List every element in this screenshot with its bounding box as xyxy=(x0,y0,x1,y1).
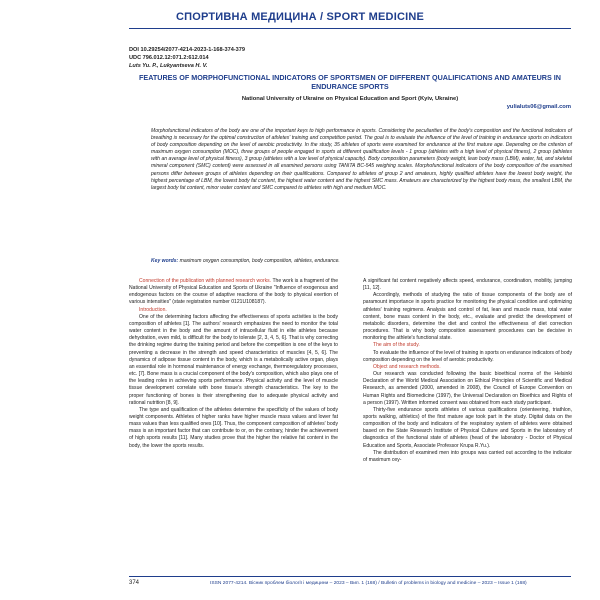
aim-heading: The aim of the study. xyxy=(373,342,420,349)
intro-paragraph-1: One of the determining factors affecting the effectiveness of sports activities is the body composition of athletes [1]. The authors' research emphasizes the need to monitor the total water content in the body and the amount of intracellular fluid in elite athletes because dehydration, even mild, is difficult for the body to tolerate [2, 3, 4, 5, 6]. That is why correcting the drinking regime during the training period and before the competition is one of the keys to preventing a decrease in the strength and speed characteristics of muscles [4, 5, 6]. The dynamics of adipose tissue content in the body, which is a metabolically active organ, plays an essential role in hormonal maintenance of energy exchange, thermoregulatory processes, etc. [7]. Bone mass is a crucial component of the body's composition, which also plays one of the leading roles in achieving sports performance. Physical activity and the level of muscle tissue development correlate with bone tissue's strength characteristics. The key to the proper functioning of bones is their strengthening due to adequate physical activity and rational nutrition [8, 9]. xyxy=(129,313,338,406)
article-title: FEATURES OF MORPHOFUNCTIONAL INDICATORS OF SPORTSMEN OF DIFFERENT QUALIFICATIONS AND AMATEURS IN ENDURANCE SPORTS xyxy=(139,73,561,91)
footer-divider xyxy=(129,576,571,577)
journal-section-header: СПОРТИВНА МЕДИЦИНА / SPORT MEDICINE xyxy=(175,11,425,23)
right-paragraph-1: A significant fat content negatively affects speed, endurance, coordination, mobility, jumping [11, 12]. xyxy=(363,278,572,292)
affiliation: National University of Ukraine on Physical Education and Sport (Kyiv, Ukraine) xyxy=(241,96,459,102)
methods-heading: Object and research methods. xyxy=(373,363,441,370)
right-paragraph-2: Accordingly, methods of studying the ratio of tissue components of the body are of paramount importance in sports practice for monitoring the physical condition and optimizing athletes' training regimens. Analysis and control of fat, lean and muscle mass, total water content, bone mass content in the body, etc., evaluate and predict the development of metabolic disorders, determine the diet and control the effectiveness of diet correction procedures. That is why body composition assessment procedures can be decisive in monitoring the athlete's functional state. xyxy=(363,292,572,342)
connection-paragraph xyxy=(129,278,338,307)
keywords-text: maximum oxygen consumption, body composition, athletes, endurance. xyxy=(178,258,340,264)
abstract: Morphofunctional indicators of the body are one of the important keys to high performance in sports. Considering the peculiarities of the body's composition and the functional indicators of breathing is necessary for the optimal construction of athletes' training and competition period. The goal is to evaluate the influence of the level of training in endurance sports on indicators of body composition depending on the level of aerobic productivity. In the study, 35 athletes of sports were examined for endurance at the first mature age. Depending on the criterion of maximum oxygen consumption (MOC), three groups of people engaged in sports at different qualification levels - 1 group (athletes with a high level of physical fitness), 2 group (athletes with an average level of physical fitness), 3 group (athletes with a low level of physical capacity). Body composition parameters (body weight, lean body mass (LBM), water, fat, and skeletal mineral component (SMC) content) were assessed in all examined persons using TANITA BC-545 weighing scales. Morphofunctional indicators of the body composition of the examined persons differ between groups of athletes depending on their qualifications. Compared to athletes of group 2 and amateurs, highly qualified athletes have the lowest body weight, the highest percentage of LBM, the lowest body fat content, the highest water content and the highest SMC mass. Amateurs are characterized by the highest body mass, the smallest LBM, the largest body fat content, minor water content and SMC compared to athletes with high and medium MOC. xyxy=(151,128,572,191)
intro-paragraph-2: The type and qualification of the athletes determine the specificity of the values of body weight components. Athletes of higher ranks have higher muscle mass values and lower fat mass values than less qualified ones [10]. Thus, the component composition of athletes' body mass is an important factor that can contribute to or, on the contrary, hinder the achievement of high sports results [11]. Many studies prove that the higher the relative fat content in the body, the lower the sports results. xyxy=(129,406,338,449)
doi-line[interactable]: DOI 10.29254/2077-4214-2023-1-168-374-379 xyxy=(129,47,246,53)
connection-heading: Connection of the publication with planned research works. xyxy=(139,278,272,284)
page-number: 374 xyxy=(129,580,140,586)
connection-text: The work is a fragment of the National University of Physical Education and Sports of Ukraine "Influence of exogenous and endogenous factors on the course of adaptive reactions of the body to physical exertion of various intensities" (state registration number 0121U108187). xyxy=(129,278,338,306)
keywords-label: Key words: xyxy=(151,258,179,264)
right-column xyxy=(363,278,572,464)
author-email-link[interactable]: yulialuts06@gmail.com xyxy=(506,104,571,110)
methods-paragraph-3: The distribution of examined men into groups was carried out according to the indicator of maximum oxy- xyxy=(363,449,572,463)
keywords xyxy=(151,258,572,264)
header-divider xyxy=(129,28,571,29)
introduction-heading: Introduction. xyxy=(139,306,167,313)
aim-text: To evaluate the influence of the level of training in sports on endurance indicators of body composition depending on the level of aerobic productivity. xyxy=(363,349,572,363)
methods-paragraph-2: Thirty-five endurance sports athletes of various qualifications (orienteering, triathlon, sports walking, athletics) of the first mature age took part in the study. Digital data on the composition of the body and indicators of the respiratory system of athletes were obtained based on the State Research Institute of Physical Culture and Sports in the laboratory of diagnostics of the functional state of athletes (head of the laboratory - Doctor of Physical Education and Sports, Associate Professor Krupa R.Yu.). xyxy=(363,406,572,449)
udc-line: UDC 796.012.12:071.2:612.014 xyxy=(129,55,209,61)
authors-line: Luts Yu. P., Lukyantseva H. V. xyxy=(129,63,208,69)
journal-footer: ISSN 2077-4214. Вісник проблем біології і медицини – 2023 – Вип. 1 (168) / Bulletin of problems in biology and medicine – 2023 – Issue 1 (168) xyxy=(210,581,527,586)
left-column xyxy=(129,278,338,450)
methods-paragraph-1: Our research was conducted following the basic bioethical norms of the Helsinki Declaration of the World Medical Association on Ethical Principles of Scientific and Medical Research, as amended (2000, amended in 2008), the Council of Europe Convention on Human Rights and Biomedicine (1997), the Universal Declaration on Bioethics and Rights of a person (1997). Written informed consent was obtained from each study participant. xyxy=(363,371,572,406)
